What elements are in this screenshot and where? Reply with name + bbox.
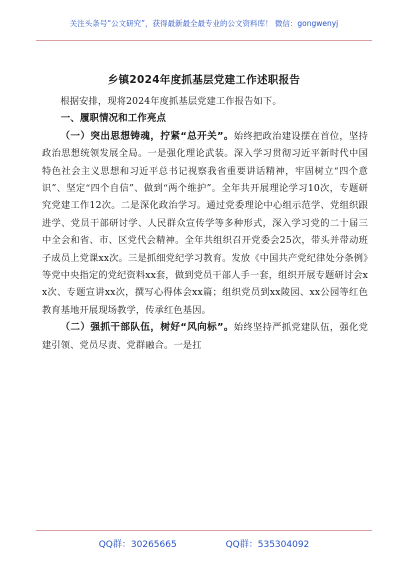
document-body [42,93,368,354]
footer [36,537,372,550]
paragraph-1 [42,128,368,319]
header-divider [36,40,372,41]
paragraph-2 [42,319,368,354]
paragraph-1-body: 始终把政治建设摆在首位，坚持政治思想统领发展全局。一是强化理论武装。深入学习贯彻习近平新时代中国特色社会主义思想和习近平总书记视察我省重要讲话精神，牢固树立“四个意识”、坚定“四个自信”、做到“两个维护”。全年共开展理论学习10次，专题研究党建工作12次。二是深化政治学习。通过党委理论中心组示范学、党组织跟进学、党员干部研讨学、人民群众宣传学等多种形式，深入学习党的二十届三中全会和省、市、区党代会精神。全年共组织召开党委会25次，带头并带动班子成员上党课xx次。三是抓细党纪学习教育。发放《中国共产党纪律处分条例》等党中央指定的党纪资料xx套，做到党员干部人手一套，组织开展专题研讨会xx次、专题宣讲xx次，撰写心得体会xx篇；组织党员到xx陵园、xx公园等红色教育基地开展现场教学，传承红色基因。 [42,130,368,316]
footer-qq-group-2: QQ群：535304092 [225,540,310,550]
paragraph-2-lead: （二）强抓干部队伍，树好“风向标”。 [60,322,234,334]
paragraph-2-body: 始终坚持严抓党建队伍，强化党建引领、党员尽责、党群融合。一是扛 [42,322,368,351]
footer-qq-group-1: QQ群：30265665 [98,540,177,550]
document-title: 乡镇2024年度抓基层党建工作述职报告 [107,74,301,86]
intro-paragraph: 根据安排，现将2024年度抓基层党建工作报告如下。 [60,96,282,107]
footer-divider [36,530,372,531]
section-heading: 一、履职情况和工作亮点 [60,113,167,125]
header-banner: 关注头条号“公文研究”，获得最新最全最专业的公文资料库！ 微信：gongwenyj [69,19,339,28]
paragraph-1-lead: （一）突出思想铸魂，拧紧“总开关”。 [60,130,234,142]
